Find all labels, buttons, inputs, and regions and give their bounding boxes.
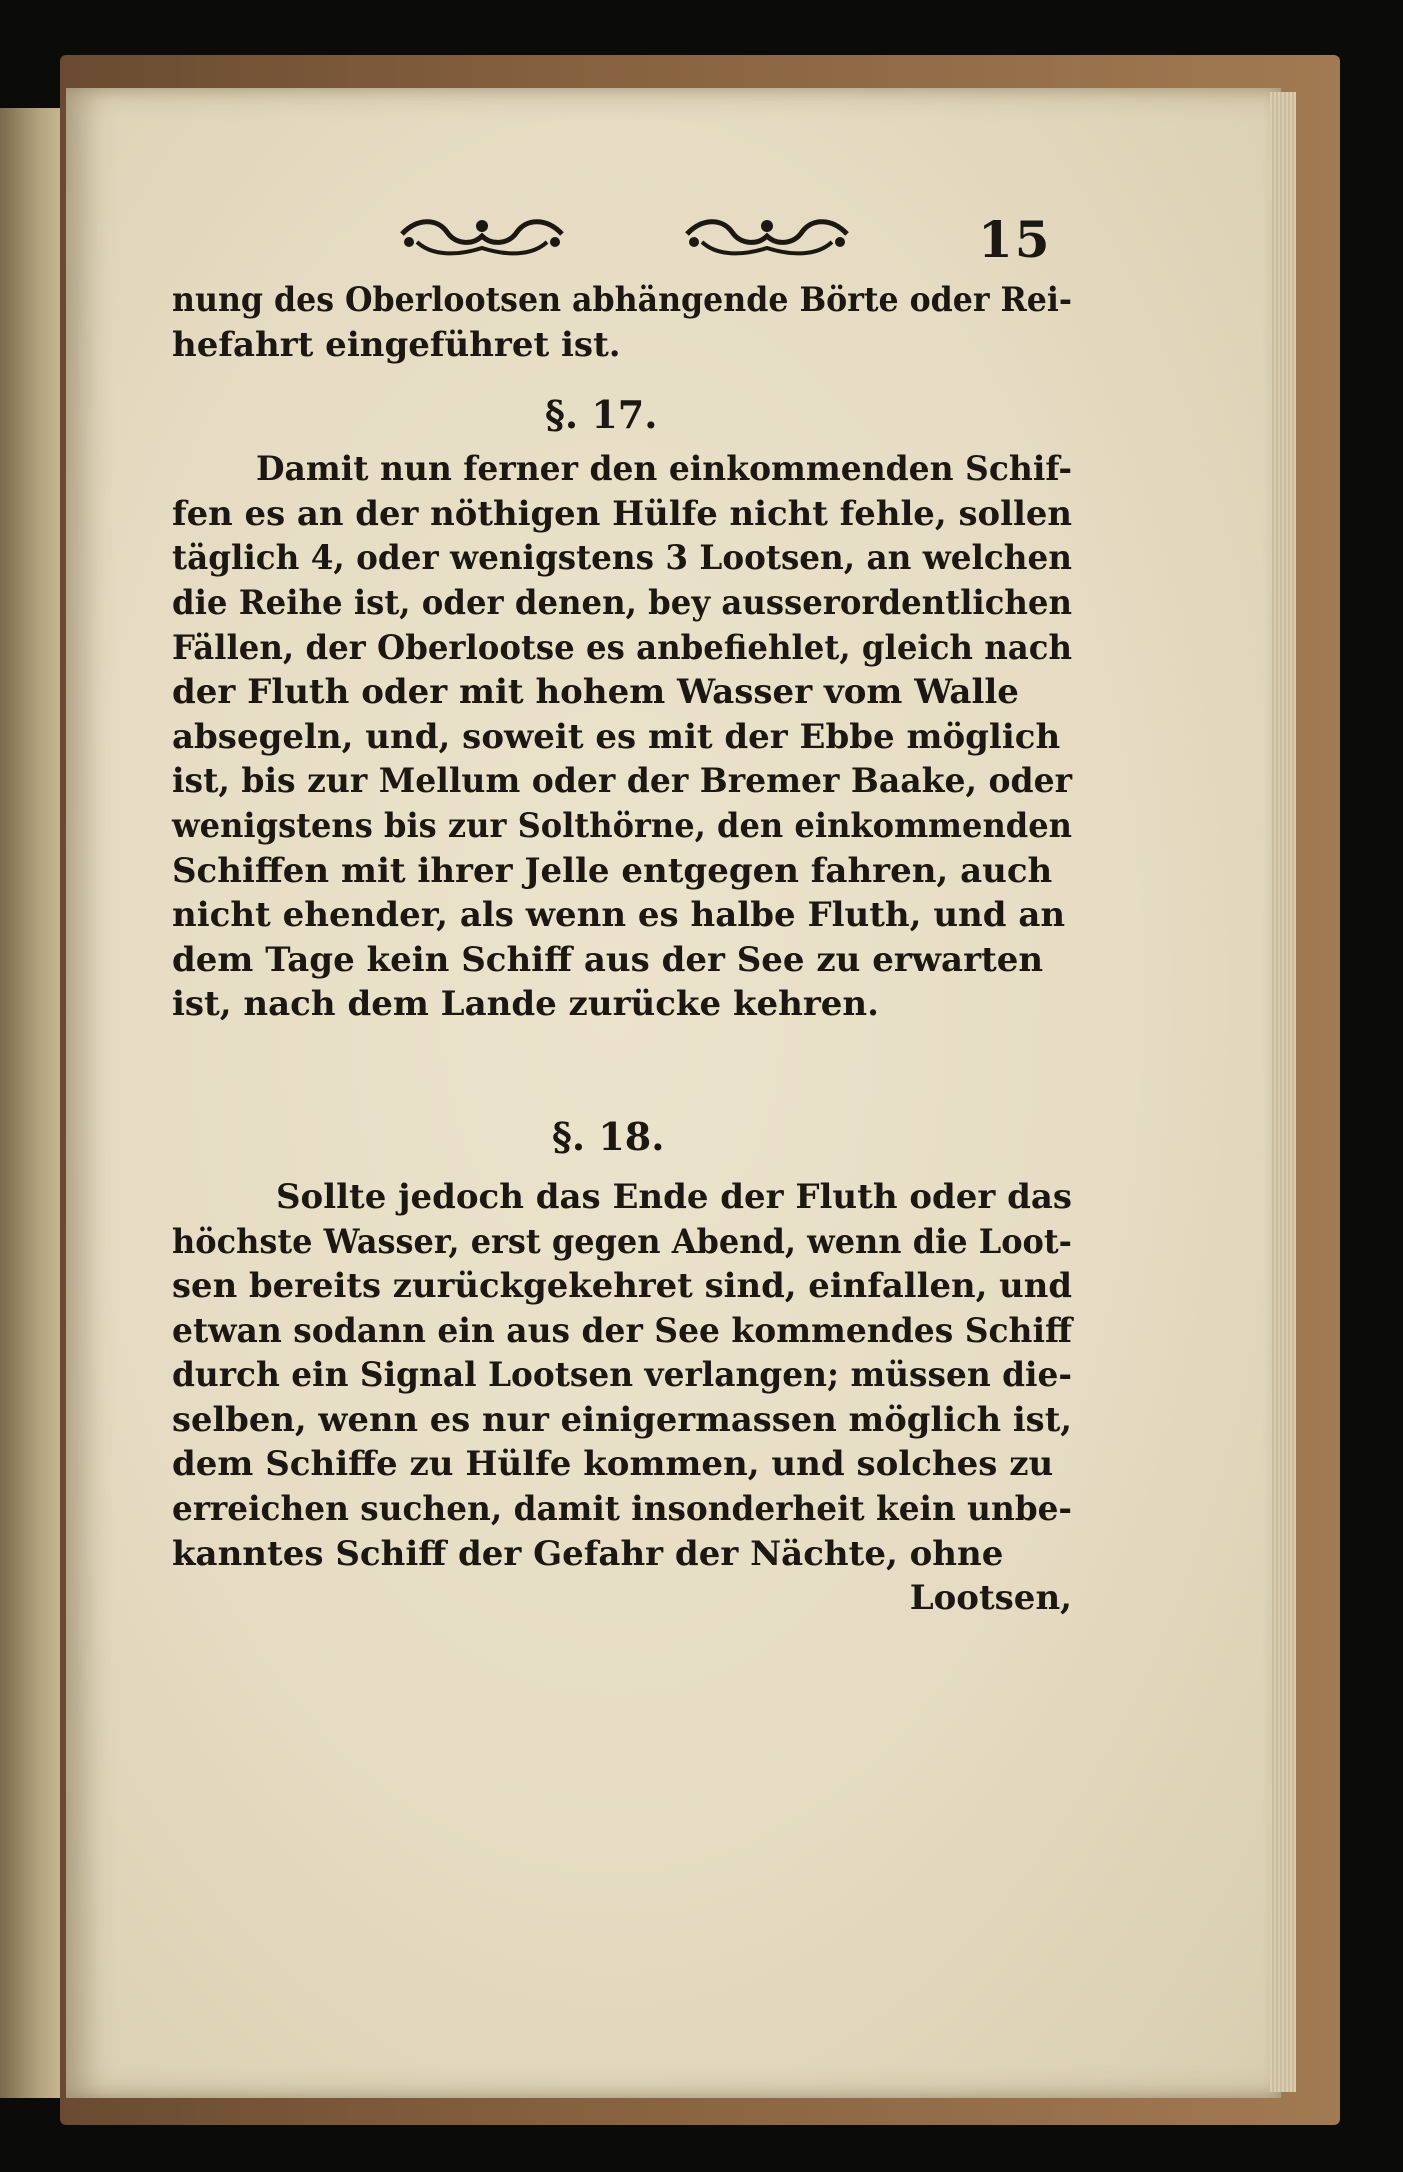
text-line: Damit nun ferner den einkommenden Schif- [256,449,1073,490]
section-18-body [172,1175,1072,1576]
ornament-icon [682,212,852,262]
text-line: fen es an der nöthigen Hülfe nicht fehle, sollen [172,493,1073,534]
text-line: selben, wenn es nur einigermassen möglich ist, [172,1399,1073,1440]
ornament-icon [397,212,567,262]
text-line: die Reihe ist, oder denen, bey ausserordentlichen [172,582,1073,623]
section-17-body [172,447,1072,1027]
text-line: Sollte jedoch das Ende der Fluth oder das [276,1176,1073,1217]
page-content [172,212,1072,1621]
catchword: Lootsen, [909,1578,1072,1619]
text-line: dem Schiffe zu Hülfe kommen, und solches zu [172,1444,1054,1485]
text-line: der Fluth oder mit hohem Wasser vom Walle [172,672,1019,713]
section-heading-18: §. 18. [552,1113,665,1159]
text-line: täglich 4, oder wenigstens 3 Lootsen, an welchen [172,538,1072,579]
text-line: Schiffen mit ihrer Jelle entgegen fahren, auch [172,850,1053,891]
running-header [172,212,1072,272]
text-line: etwan sodann ein aus der See kommendes Schiff [172,1310,1073,1351]
text-line: hefahrt eingeführet ist. [172,324,621,365]
text-line: absegeln, und, soweit es mit der Ebbe möglich [172,716,1061,757]
text-line: kanntes Schiff der Gefahr der Nächte, ohne [172,1533,1004,1574]
text-line: erreichen suchen, damit insonderheit kein unbe- [172,1489,1073,1530]
text-line: wenigstens bis zur Solthörne, den einkommenden [172,805,1073,846]
continuation-text [172,278,1072,367]
text-line: ist, bis zur Mellum oder der Bremer Baake, oder [172,761,1073,802]
page-edges [1270,92,1296,2092]
text-line: sen bereits zurückgekehret sind, einfallen, und [172,1266,1072,1307]
text-line: durch ein Signal Lootsen verlangen; müssen die- [172,1355,1072,1396]
text-line: dem Tage kein Schiff aus der See zu erwarten [172,939,1044,980]
text-line: ist, nach dem Lande zurücke kehren. [172,984,879,1025]
page-number: 15 [978,210,1052,269]
section-heading-17: §. 17. [545,392,658,438]
text-line: nicht ehender, als wenn es halbe Fluth, und an [172,895,1066,936]
text-line: höchste Wasser, erst gegen Abend, wenn die Loot- [172,1221,1072,1262]
text-line: nung des Oberlootsen abhängende Börte oder Rei- [172,280,1073,320]
text-line: Fällen, der Oberlootse es anbefiehlet, gleich nach [172,627,1073,668]
